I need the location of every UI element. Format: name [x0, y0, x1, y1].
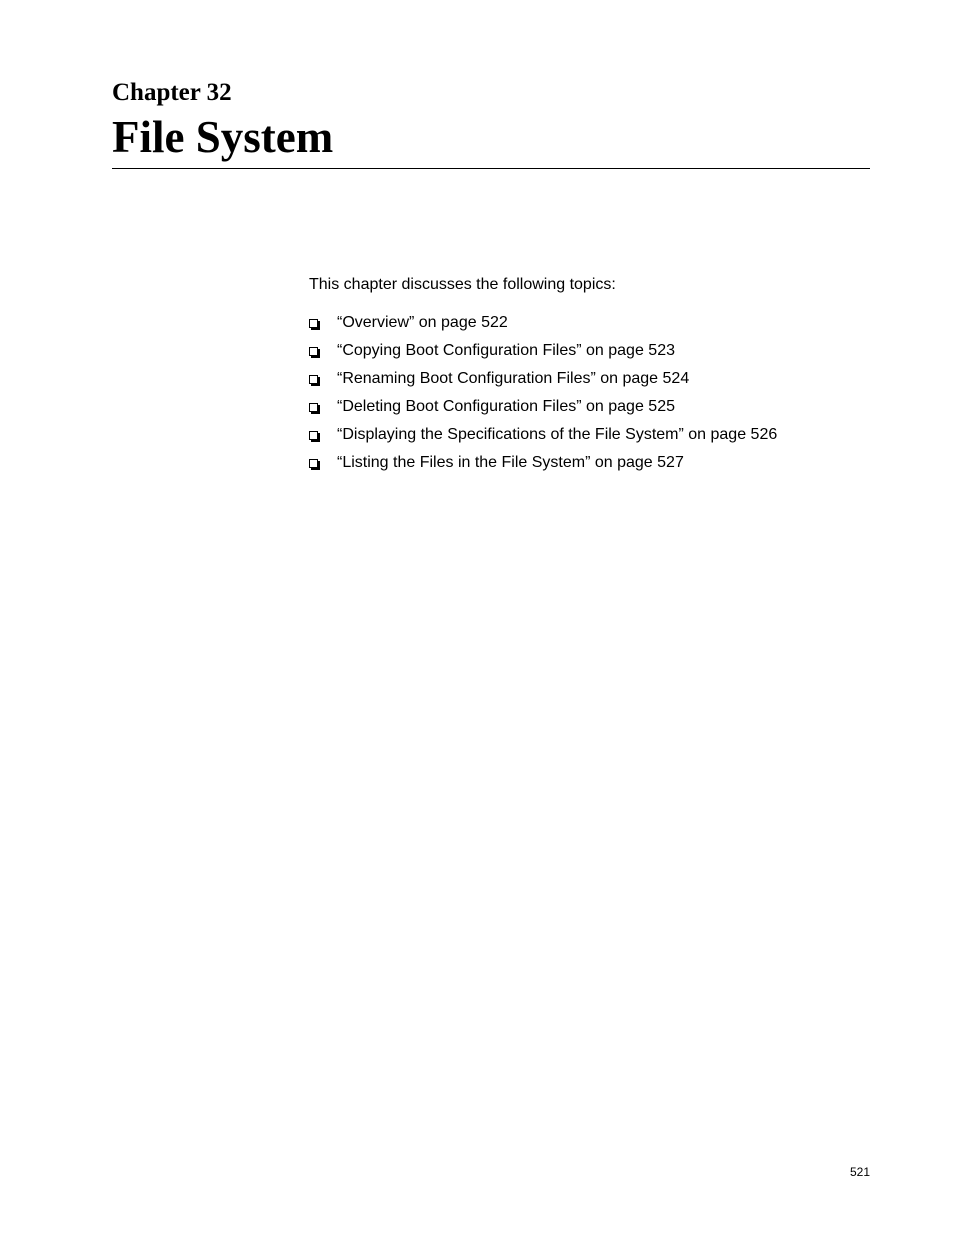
topic-link-overview[interactable]: “Overview” on page 522 — [337, 314, 508, 331]
topic-link-copying-boot-configuration-files[interactable]: “Copying Boot Configuration Files” on page 523 — [337, 342, 675, 359]
list-item — [309, 313, 777, 341]
list-item — [309, 341, 777, 369]
checkbox-icon — [309, 431, 318, 440]
topic-link-renaming-boot-configuration-files[interactable]: “Renaming Boot Configuration Files” on page 524 — [337, 370, 690, 387]
checkbox-icon — [309, 347, 318, 356]
topic-link-displaying-file-system-specifications[interactable]: “Displaying the Specifications of the File System” on page 526 — [337, 426, 778, 443]
list-item — [309, 425, 777, 453]
topic-link-deleting-boot-configuration-files[interactable]: “Deleting Boot Configuration Files” on page 525 — [337, 398, 675, 415]
intro-text: This chapter discusses the following topics: — [309, 276, 616, 293]
checkbox-icon — [309, 403, 318, 412]
list-item — [309, 369, 777, 397]
topic-list — [309, 313, 777, 481]
list-item — [309, 397, 777, 425]
chapter-label: Chapter 32 — [112, 79, 232, 106]
title-divider — [112, 168, 870, 169]
chapter-title: File System — [112, 112, 334, 162]
checkbox-icon — [309, 375, 318, 384]
page-number: 521 — [849, 1165, 870, 1179]
checkbox-icon — [309, 459, 318, 468]
checkbox-icon — [309, 319, 318, 328]
topic-link-listing-files[interactable]: “Listing the Files in the File System” on page 527 — [337, 454, 684, 471]
list-item — [309, 453, 777, 481]
